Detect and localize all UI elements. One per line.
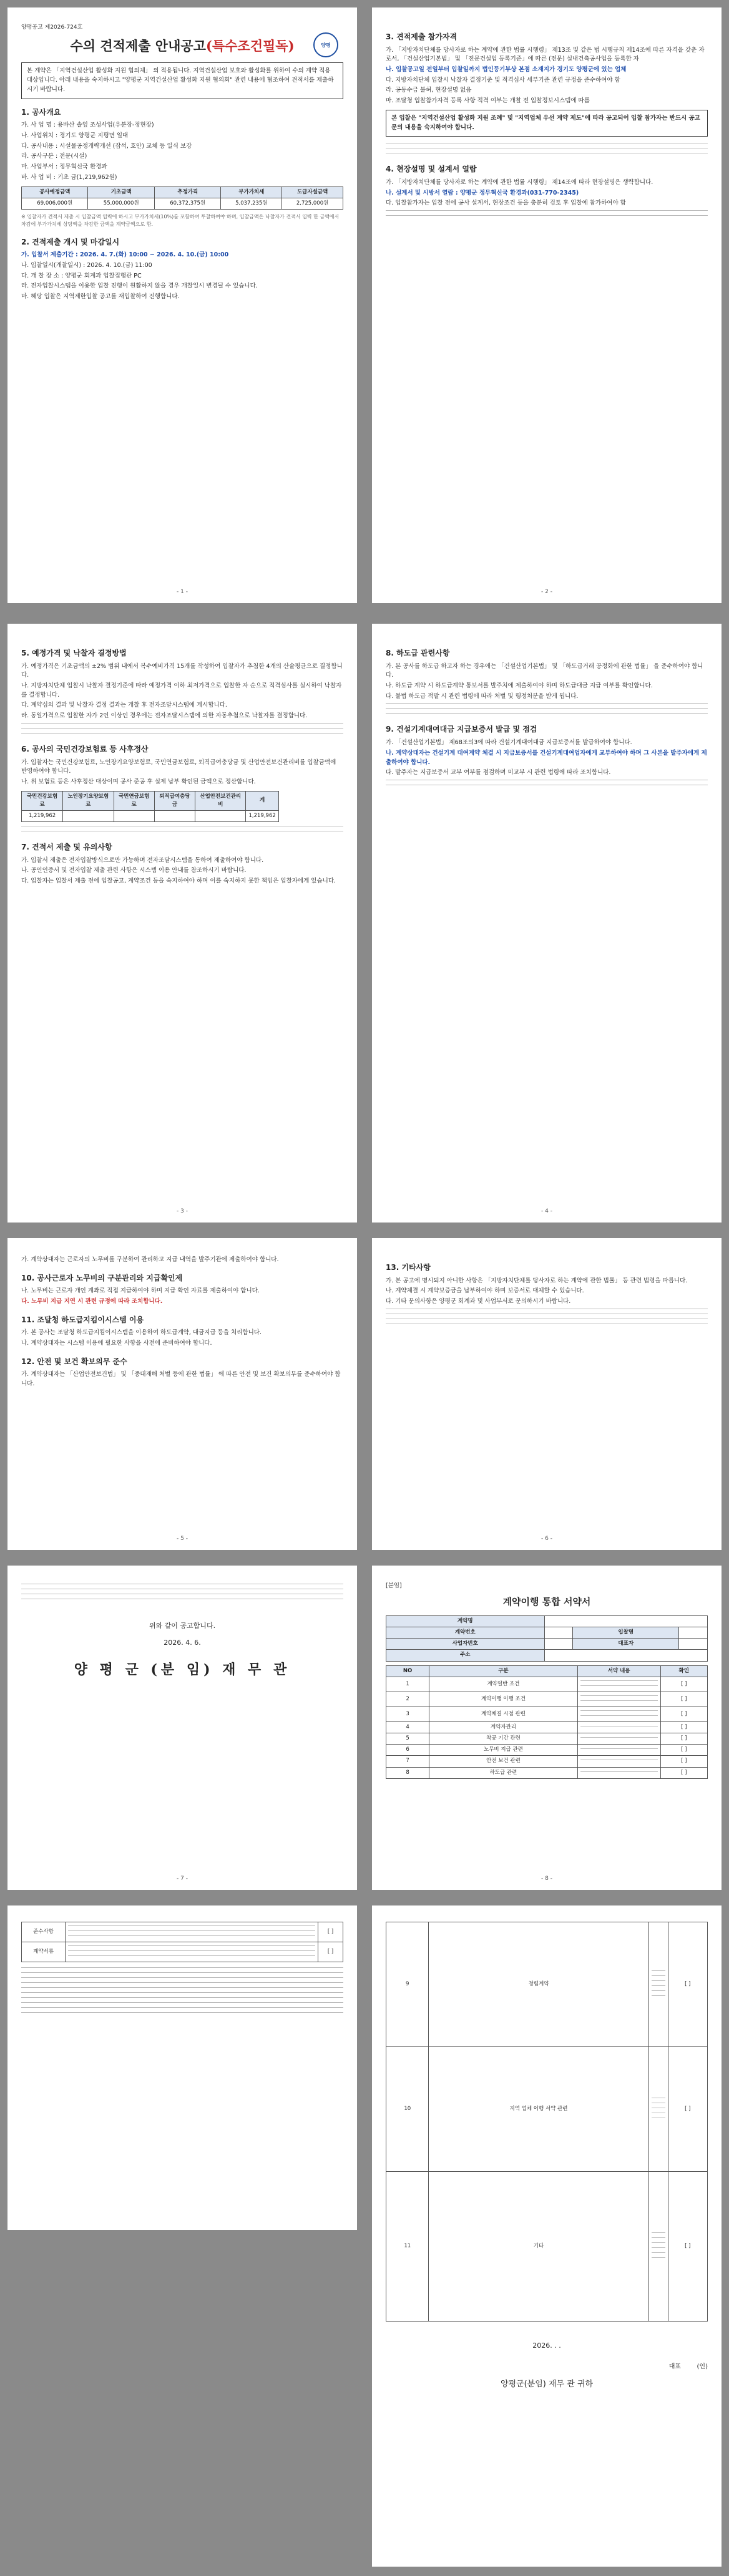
s1-item: 가. 사 업 명 : 용바산 솔잎 조성사업(우분장-정현장): [21, 122, 154, 129]
info-label: 계약명: [386, 1615, 545, 1627]
s3-item: 라. 공동수급 불허, 현장설명 없음: [386, 87, 472, 94]
table-cell: 5,037,235원: [221, 198, 282, 209]
s10-item: 나. 노무비는 근로자 개인 계좌로 직접 지급하여야 하며 지급 확인 자료를 제출하여야 합니다.: [21, 1287, 260, 1295]
s4-item: 가. 「지방자치단체를 당사자로 하는 계약에 관한 법률 시행령」 제14조에 따라 현장설명은 생략합니다.: [386, 178, 653, 186]
page-6: [372, 1238, 722, 1550]
s6-item: 가. 입찰자는 국민건강보험료, 노인장기요양보험료, 국민연금보험료, 퇴직급여충당금 및 산업안전보건관리비를 입찰금액에 반영하여야 합니다.: [21, 758, 336, 775]
s7-item: 다. 입찰자는 입찰서 제출 전에 입찰공고, 계약조건 등을 숙지하여야 하며 이를 숙지하지 못한 책임은 입찰자에게 있습니다.: [21, 878, 336, 885]
s5-item: 가. 예정가격은 기초금액의 ±2% 범위 내에서 복수예비가격 15개를 작성하여 입찰자가 추첨한 4개의 산술평균으로 결정합니다.: [21, 662, 343, 679]
contract-title: 계약이행 통합 서약서: [502, 1595, 591, 1607]
s2-item: 라. 전자입찰시스템을 이용한 입찰 진행이 원활하지 않을 경우 개찰일시 변경될 수 있습니다.: [21, 283, 258, 290]
info-label: 사업자번호: [386, 1639, 545, 1650]
pledge-table-final: 9 청렴계약 [ ] 10 지역 업체 이행 서약 관련 [ ] 11 기타 [ ]: [386, 1922, 708, 2322]
table-header: 도급자설금액: [282, 186, 343, 198]
table-header: 계: [246, 791, 278, 810]
s13-item: 가. 본 공고에 명시되지 아니한 사항은 「지방자치단체를 당사자로 하는 계약에 관한 법률」 등 관련 법령을 따릅니다.: [386, 1277, 688, 1284]
s9-item: 나. 계약상대자는 건설기계 대여계약 체결 시 지급보증서를 건설기계대여업자에게 교부하여야 하며 그 사본을 발주자에게 제출하여야 합니다.: [386, 749, 707, 766]
table-cell: [195, 811, 246, 822]
section-heading-6: 6. 공사의 국민건강보험료 등 사후정산: [21, 744, 149, 753]
checkbox[interactable]: [ ]: [660, 1707, 707, 1721]
table-cell: 1,219,962: [22, 811, 63, 822]
s12-item: 가. 계약상대자는 「산업안전보건법」 및 「중대재해 처벌 등에 관한 법률」 에 따른 안전 및 보건 확보의무를 준수하여야 합니다.: [21, 1371, 341, 1388]
section-heading-10: 10. 공사근로자 노무비의 구분관리와 지급확인제: [21, 1273, 183, 1282]
page-number: - 6 -: [541, 1536, 552, 1542]
table-cell: 60,372,375원: [154, 198, 220, 209]
s11-item: 가. 본 공사는 조달청 하도급지킴이시스템을 이용하여 하도급계약, 대금지급 등을 처리합니다.: [21, 1329, 262, 1337]
title-main: 수의 견적제출 안내공고: [70, 37, 206, 54]
s7-item: 가. 입찰서 제출은 전자입찰방식으로만 가능하며 전자조달시스템을 통하여 제출하여야 합니다.: [21, 856, 264, 864]
pledge-table-cont: 준수사항 [ ] 계약서류 [ ]: [21, 1922, 343, 1962]
attachment-label: [붙임]: [386, 1582, 402, 1589]
s3-item: 가. 「지방자치단체를 당사자로 하는 계약에 관한 법률 시행령」 제13조 및 같은 법 시행규칙 제14조에 따른 자격을 갖춘 자로서, 「건설산업기본법」 및 「전문건설업 등록기준」에 따른 (전문) 실내건축공사업을 등록한 자: [386, 46, 705, 63]
page-4: [372, 624, 722, 1223]
s8-item: 나. 하도급 계약 시 하도급계약 통보서를 발주처에 제출하여야 하며 하도급대금 지급 여부를 확인합니다.: [386, 682, 653, 690]
s1-item: 마. 사업부서 : 정무혁신국 환경과: [21, 163, 107, 171]
s2-item: 마. 해당 입찰은 지역제한입찰 공고를 재입찰하여 진행합니다.: [21, 293, 180, 301]
table-cell: 2,725,000원: [282, 198, 343, 209]
checkbox[interactable]: [ ]: [660, 1745, 707, 1756]
pledge-table: NO 구분 서약 내용 확인 1 계약일반 조건 [ ] 2 계약이행 이행 조건 [ ] 3 계약체결 시점 관련 [ ] 4 계약자관리 [ ] 5 착공 기간 관련 [ ] 6 노무비 지급 관련 [ ] 7 안전 보건 관련 [ ] 8 하도급 관련 [ ]: [386, 1665, 708, 1779]
section-heading-5: 5. 예정가격 및 낙찰자 결정방법: [21, 649, 127, 657]
s10-item: 다. 노무비 지급 지연 시 관련 규정에 따라 조치합니다.: [21, 1298, 163, 1305]
table-cell: [114, 811, 154, 822]
s2-item: 가. 입찰서 제출기간 : 2026. 4. 7.(화) 10:00 ~ 2026. 4. 10.(금) 10:00: [21, 251, 229, 259]
s5-item: 다. 계약심의 결과 및 낙찰자 결정 결과는 개찰 후 전자조달시스템에 게시합니다.: [21, 702, 227, 709]
section-heading-8: 8. 하도급 관련사항: [386, 649, 450, 657]
page-number: - 7 -: [177, 1876, 188, 1882]
s13-item: 나. 계약체결 시 계약보증금을 납부하여야 하며 보증서로 대체할 수 있습니다.: [386, 1287, 584, 1295]
s10-item: 가. 계약상대자는 근로자의 노무비를 구분하여 관리하고 지급 내역을 발주기관에 제출하여야 합니다.: [21, 1256, 279, 1263]
page-number: - 5 -: [177, 1536, 188, 1542]
page-2: [372, 7, 722, 603]
table-cell: [154, 811, 195, 822]
warning-box: 본 입찰은 "지역건설산업 활성화 지원 조례" 및 "지역업체 우선 계약 제도"에 따라 공고되어 입찰 참가자는 반드시 공고문의 내용을 숙지하여야 합니다.: [386, 110, 708, 137]
page-number: - 1 -: [177, 589, 188, 596]
issue-date: 2026. 4. 6.: [164, 1639, 201, 1647]
checkbox[interactable]: [ ]: [660, 1721, 707, 1733]
table-cell: 69,006,000원: [22, 198, 88, 209]
s1-item: 다. 공사내용 : 시설물공정개략개선 (잡석, 호안) 교체 등 일식 보강: [21, 142, 192, 150]
signature-line: 대표 (인): [668, 2363, 708, 2371]
s3-item: 나. 입찰공고일 전일부터 입찰일까지 법인등기부상 본점 소재지가 경기도 양평군에 있는 업체: [386, 66, 627, 74]
section-heading-1: 1. 공사개요: [21, 107, 61, 117]
contract-date: 2026. . .: [532, 2341, 561, 2350]
s5-item: 라. 동일가격으로 입찰한 자가 2인 이상인 경우에는 전자조달시스템에 의한 자동추첨으로 낙찰자를 결정합니다.: [21, 712, 308, 720]
info-label: 대표자: [573, 1639, 679, 1650]
page-number: - 4 -: [541, 1208, 552, 1215]
checkbox[interactable]: [ ]: [668, 1922, 707, 2047]
doc-number: 양평공고 제2026-724호: [21, 24, 83, 31]
s4-item: 다. 입찰참가자는 입찰 전에 공사 설계서, 현장조건 등을 충분히 검토 후 입찰에 참가하여야 함: [386, 200, 626, 207]
checkbox[interactable]: [ ]: [668, 2172, 707, 2322]
page-1: [7, 7, 357, 603]
contract-recipient: 양평군(분임) 재무 관 귀하: [500, 2379, 594, 2389]
s9-item: 다. 발주자는 지급보증서 교부 여부를 점검하며 미교부 시 관련 법령에 따라 조치합니다.: [386, 769, 611, 777]
table-header: 산업안전보건관리비: [195, 791, 246, 810]
s3-item: 마. 조달청 입찰참가자격 등록 사항 적격 여부는 개찰 전 입찰정보시스템에 따름: [386, 97, 590, 105]
table-header: 부가가치세: [221, 186, 282, 198]
s9-item: 가. 「건설산업기본법」 제68조의3에 따라 건설기계대여대금 지급보증서를 발급하여야 합니다.: [386, 739, 632, 747]
table-header: NO: [386, 1665, 429, 1677]
page-7: [7, 1566, 357, 1890]
s2-item: 다. 개 찰 장 소 : 양평군 회계과 입찰집행관 PC: [21, 272, 142, 279]
page-title: [21, 36, 343, 57]
table-cell: 55,000,000원: [88, 198, 154, 209]
s6-item: 나. 위 보험료 등은 사후정산 대상이며 공사 준공 후 실제 납부 확인된 금액으로 정산합니다.: [21, 778, 256, 785]
insurance-table: [21, 791, 279, 823]
section-heading-9: 9. 건설기계대여대금 지급보증서 발급 및 점검: [386, 725, 537, 734]
section-heading-11: 11. 조달청 하도급지킴이시스템 이용: [21, 1315, 144, 1324]
page-number: - 2 -: [541, 589, 552, 596]
page-10: [372, 1905, 722, 2567]
section-heading-13: 13. 기타사항: [386, 1263, 431, 1272]
s4-item: 나. 설계서 및 시방서 열람 : 양평군 정무혁신국 환경과(031-770-2345): [386, 189, 579, 196]
s8-item: 다. 불법 하도급 적발 시 관련 법령에 따라 처벌 및 행정처분을 받게 됩니다.: [386, 692, 579, 700]
s13-item: 다. 기타 문의사항은 양평군 회계과 및 사업부서로 문의하시기 바랍니다.: [386, 1298, 571, 1305]
page-5: [7, 1238, 357, 1550]
s1-item: 라. 공사구분 : 전문(시설): [21, 153, 87, 160]
page-number: - 8 -: [541, 1876, 552, 1882]
checkbox[interactable]: [ ]: [668, 2047, 707, 2172]
s8-item: 가. 본 공사를 하도급 하고자 하는 경우에는 「건설산업기본법」 및 「하도급거래 공정화에 관한 법률」 을 준수하여야 합니다.: [386, 662, 703, 679]
page-9: [7, 1905, 357, 2230]
checkbox[interactable]: [ ]: [660, 1756, 707, 1767]
checkbox[interactable]: [ ]: [660, 1692, 707, 1707]
closing-text: 위와 같이 공고합니다.: [149, 1622, 216, 1630]
county-logo: 양평: [313, 32, 338, 57]
s5-item: 나. 지방자치단체 입찰시 낙찰자 결정기준에 따라 예정가격 이하 최저가격으로 입찰한 자 순으로 적격심사를 실시하여 낙찰자를 결정합니다.: [21, 682, 342, 699]
s11-item: 나. 계약상대자는 시스템 이용에 필요한 사항을 사전에 준비하여야 합니다.: [21, 1340, 212, 1347]
section-heading-2: 2. 견적제출 개시 및 마감일시: [21, 237, 120, 246]
table-header: 기초금액: [88, 186, 154, 198]
s1-note: ※ 입찰자가 견적서 제출 시 입찰금액 입력에 하시고 부가가치세(10%)를 포함하여 투찰하여야 하며, 입찰금액은 낙찰자가 견적서 입력 한 금액에서 차감에 부가가치세 상당액을 차감한 금액을 계약금액으로 함.: [21, 213, 340, 228]
table-cell: 1,219,962: [246, 811, 278, 822]
info-label: 계약번호: [386, 1627, 545, 1639]
table-header: 노인장기요양보험료: [63, 791, 114, 810]
table-header: 공사예정금액: [22, 186, 88, 198]
s7-item: 나. 공인인증서 및 전자입찰 제출 관련 사항은 시스템 이용 안내를 참조하시기 바랍니다.: [21, 867, 247, 874]
title-special: (특수조건필독): [205, 37, 295, 54]
page-8: [372, 1566, 722, 1890]
checkbox[interactable]: [ ]: [660, 1733, 707, 1745]
s3-item: 다. 지방자치단체 입찰시 낙찰자 결정기준 및 적격심사 세부기준 관련 규정을 준수하여야 함: [386, 76, 620, 84]
checkbox[interactable]: [ ]: [660, 1767, 707, 1778]
s2-item: 나. 입찰일시(개찰일시) : 2026. 4. 10.(금) 11:00: [21, 261, 152, 269]
section-heading-3: 3. 견적제출 참가자격: [386, 32, 457, 41]
section-heading-7: 7. 견적서 제출 및 유의사항: [21, 843, 112, 852]
table-header: 퇴직급여충당금: [154, 791, 195, 810]
contract-info-table: 계약명 계약번호 입찰명 사업자번호 대표자 주소: [386, 1615, 708, 1662]
section-heading-12: 12. 안전 및 보건 확보의무 준수: [21, 1357, 127, 1366]
table-header: 서약 내용: [577, 1665, 660, 1677]
s1-item: 바. 사 업 비 : 기초 금(1,219,962원): [21, 173, 117, 181]
budget-table: [21, 186, 343, 210]
table-header: 국민연금보험료: [114, 791, 154, 810]
page-3: [7, 624, 357, 1223]
table-header: 국민건강보험료: [22, 791, 63, 810]
table-header: 확인: [660, 1665, 707, 1677]
page-number: - 3 -: [177, 1208, 188, 1215]
table-cell: [63, 811, 114, 822]
info-label: 주소: [386, 1650, 545, 1661]
issuer-org: 양 평 군 (분 임) 재 무 관: [74, 1662, 291, 1678]
section-heading-4: 4. 현장설명 및 설계서 열람: [386, 165, 477, 174]
table-header: 구분: [429, 1665, 577, 1677]
s1-item: 나. 사업위치 : 경기도 양평군 지평면 일대: [21, 132, 129, 139]
table-header: 추정가격: [154, 186, 220, 198]
notice-box: 본 계약은 「지역건설산업 활성화 지원 협의체」 의 적용됩니다. 지역건설산업 보호와 활성화를 위하여 수의 계약 적용 대상입니다. 아래 내용을 숙지하시고 "양평군 지역건설산업 활성화 지원 협의회" 관련 내용에 협조하여 견적서를 제출하시기 바랍니다.: [21, 62, 343, 99]
checkbox[interactable]: [ ]: [660, 1677, 707, 1692]
